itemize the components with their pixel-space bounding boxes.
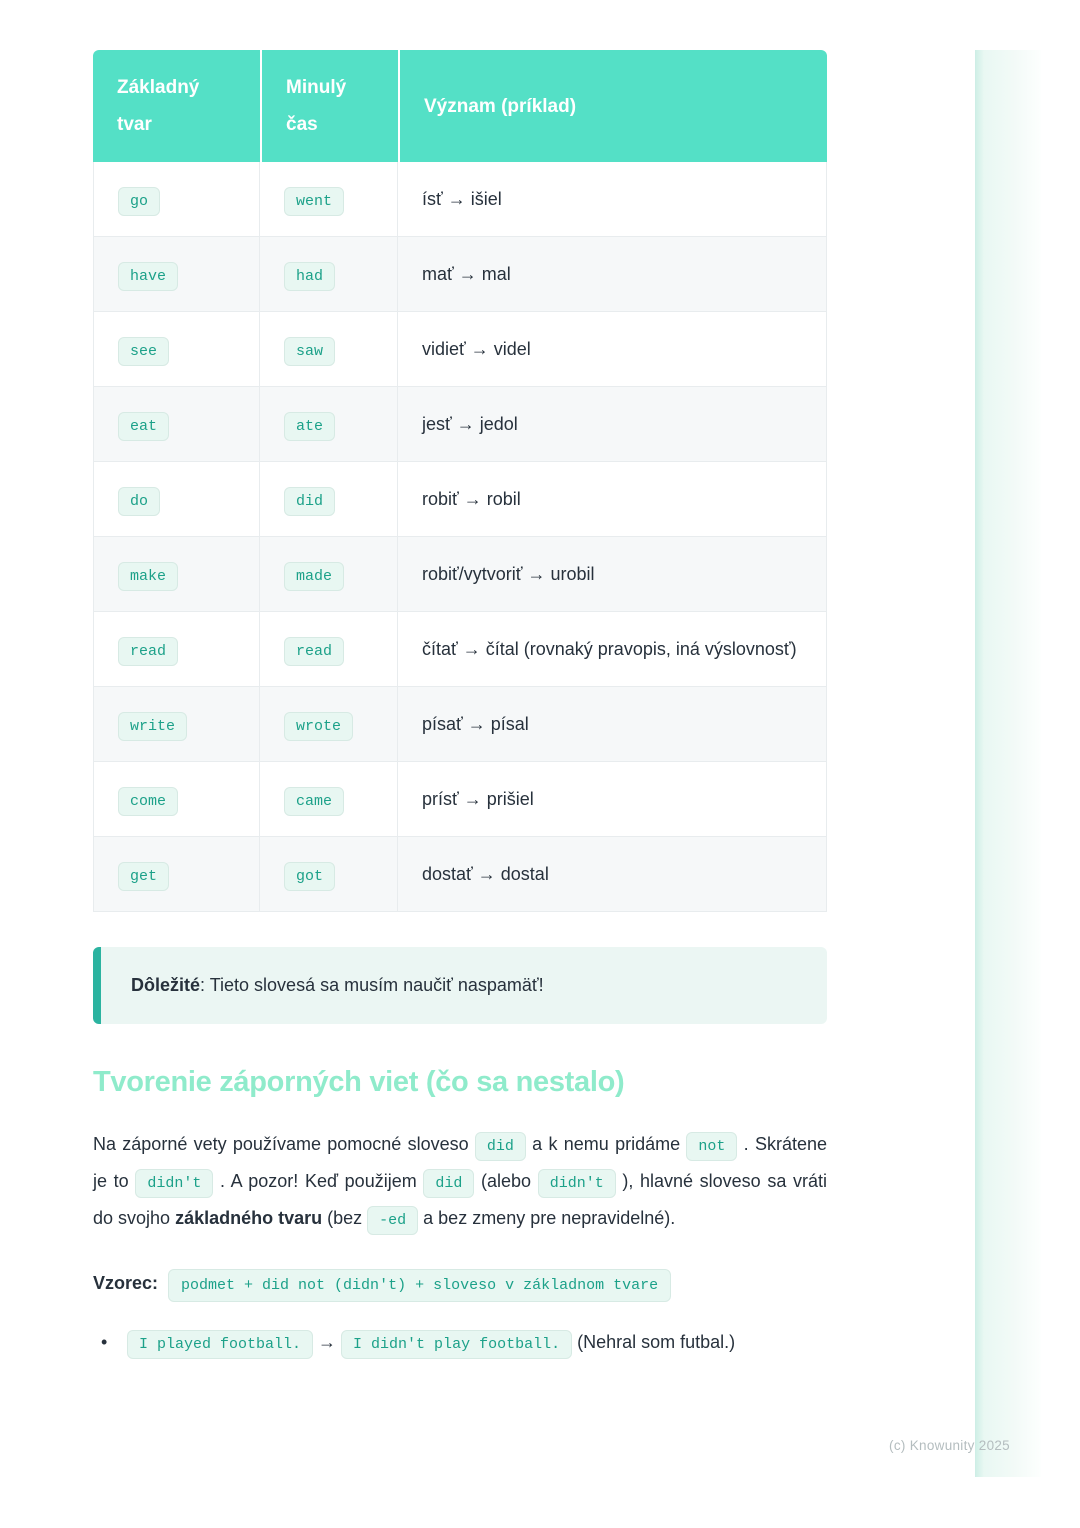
text-run: Na záporné vety používame pomocné sloveso — [93, 1134, 475, 1154]
past-verb-badge: ate — [284, 412, 335, 441]
base-form-cell — [93, 612, 260, 687]
meaning-cell: čítať → čítal (rovnaký pravopis, iná výslovnosť) — [398, 612, 827, 687]
table-header-row — [93, 50, 827, 162]
meaning-cell: jesť → jedol — [398, 387, 827, 462]
text-run: . Skrátene je to — [93, 1134, 828, 1191]
base-verb-badge: have — [118, 262, 178, 291]
negatives-paragraph — [93, 1126, 827, 1237]
base-verb-badge: see — [118, 337, 169, 366]
verb-row — [93, 162, 827, 237]
past-tense-cell — [260, 162, 398, 237]
text-run: → — [313, 1332, 342, 1352]
past-verb-badge: went — [284, 187, 344, 216]
text-run: . A pozor! Keď použijem — [213, 1171, 424, 1191]
base-form-cell — [93, 537, 260, 612]
base-verb-badge: come — [118, 787, 178, 816]
base-verb-badge: make — [118, 562, 178, 591]
verb-row — [93, 387, 827, 462]
past-verb-badge: got — [284, 862, 335, 891]
text-run: (bez — [322, 1208, 368, 1228]
verb-row — [93, 462, 827, 537]
past-tense-cell — [260, 462, 398, 537]
base-verb-badge: do — [118, 487, 160, 516]
base-verb-badge: eat — [118, 412, 169, 441]
verb-row — [93, 612, 827, 687]
section-heading: Tvorenie záporných viet (čo sa nestalo) — [93, 1066, 625, 1098]
text-run: a k nemu pridáme — [525, 1134, 687, 1154]
past-tense-cell — [260, 312, 398, 387]
col-header-past-tense: Minulý čas — [260, 50, 398, 162]
inline-code: didn't — [538, 1169, 616, 1198]
col-header-meaning: Význam (príklad) — [398, 50, 827, 162]
base-form-cell — [93, 237, 260, 312]
inline-code: I played football. — [127, 1330, 313, 1359]
past-verb-badge: made — [284, 562, 344, 591]
past-verb-badge: wrote — [284, 712, 353, 741]
past-tense-cell — [260, 387, 398, 462]
inline-code: didn't — [135, 1169, 213, 1198]
past-tense-cell — [260, 687, 398, 762]
callout-label: Dôležité — [131, 975, 201, 995]
meaning-cell: mať → mal — [398, 237, 827, 312]
base-form-cell — [93, 762, 260, 837]
base-form-cell — [93, 387, 260, 462]
meaning-cell: robiť → robil — [398, 462, 827, 537]
past-tense-cell — [260, 837, 398, 912]
base-form-cell — [93, 162, 260, 237]
base-verb-badge: write — [118, 712, 187, 741]
base-form-cell — [93, 312, 260, 387]
past-tense-cell — [260, 762, 398, 837]
meaning-cell: vidieť → videl — [398, 312, 827, 387]
table-body — [93, 162, 827, 912]
formula-code: podmet + did not (didn't) + sloveso v základnom tvare — [168, 1269, 671, 1302]
text-run: ), hlavné sloveso sa vráti do svojho — [93, 1171, 827, 1228]
table-header — [93, 50, 827, 162]
inline-code: did — [423, 1169, 474, 1198]
past-verb-badge: came — [284, 787, 344, 816]
past-tense-cell — [260, 537, 398, 612]
important-callout — [93, 947, 827, 1024]
page-edge-strip — [975, 50, 1041, 1477]
past-verb-badge: did — [284, 487, 335, 516]
base-form-cell — [93, 837, 260, 912]
base-form-cell — [93, 462, 260, 537]
formula-line — [93, 1268, 827, 1302]
inline-code: not — [686, 1132, 737, 1161]
verb-row — [93, 237, 827, 312]
example-content — [127, 1332, 735, 1352]
past-verb-badge: had — [284, 262, 335, 291]
copyright-text: (c) Knowunity 2025 — [889, 1438, 1010, 1453]
example-list — [93, 1324, 827, 1361]
text-run: (Nehral som futbal.) — [572, 1332, 736, 1352]
past-verb-badge: read — [284, 637, 344, 666]
meaning-cell: ísť → išiel — [398, 162, 827, 237]
base-verb-badge: get — [118, 862, 169, 891]
example-item — [93, 1324, 827, 1361]
past-tense-cell — [260, 612, 398, 687]
verb-row — [93, 762, 827, 837]
irregular-verbs-table — [93, 50, 827, 912]
meaning-cell: dostať → dostal — [398, 837, 827, 912]
base-verb-badge: read — [118, 637, 178, 666]
inline-code: -ed — [367, 1206, 418, 1235]
verb-row — [93, 837, 827, 912]
meaning-cell: prísť → prišiel — [398, 762, 827, 837]
bold-text: základného tvaru — [175, 1208, 323, 1228]
text-run: (alebo — [474, 1171, 538, 1191]
verb-row — [93, 687, 827, 762]
callout-text: : Tieto slovesá sa musím naučiť naspamäť! — [200, 975, 544, 995]
meaning-cell: robiť/vytvoriť → urobil — [398, 537, 827, 612]
inline-code: I didn't play football. — [341, 1330, 572, 1359]
base-form-cell — [93, 687, 260, 762]
bullet-marker: • — [101, 1332, 108, 1352]
base-verb-badge: go — [118, 187, 160, 216]
formula-label: Vzorec: — [93, 1273, 159, 1293]
meaning-cell: písať → písal — [398, 687, 827, 762]
verb-row — [93, 537, 827, 612]
inline-code: did — [475, 1132, 526, 1161]
verb-row — [93, 312, 827, 387]
document-content — [93, 50, 827, 1361]
col-header-base-form: Základný tvar — [93, 50, 260, 162]
text-run: a bez zmeny pre nepravidelné). — [418, 1208, 676, 1228]
past-tense-cell — [260, 237, 398, 312]
past-verb-badge: saw — [284, 337, 335, 366]
